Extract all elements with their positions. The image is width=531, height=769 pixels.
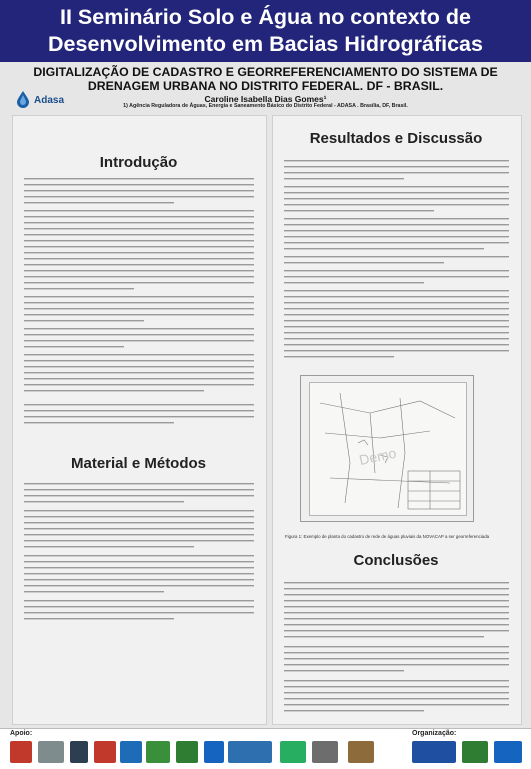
organizer-logo bbox=[462, 741, 488, 763]
sponsor-logo bbox=[10, 741, 32, 763]
sponsor-logo bbox=[228, 741, 272, 763]
section-results-heading: Resultados e Discussão bbox=[309, 130, 483, 147]
figure-caption: Figura 1: Exemplo de planta do cadastro de rede de águas pluviais da NOVACAP a ser georreferenciada bbox=[285, 534, 490, 539]
sponsor-logo bbox=[120, 741, 142, 763]
svg-text:Demo: Demo bbox=[357, 444, 398, 469]
author: Caroline Isabella Dias Gomes¹ bbox=[204, 94, 327, 104]
title-line-1: DIGITALIZAÇÃO DE CADASTRO E GEORREFERENCIAMENTO DO SISTEMA DE bbox=[33, 65, 498, 79]
affiliation: 1) Agência Reguladora de Águas, Energia e Saneamento Básico do Distrito Federal - ADASA . Brasília, DF, Brasil. bbox=[123, 103, 408, 109]
sponsor-logo bbox=[348, 741, 374, 763]
cadastral-plan-figure bbox=[300, 375, 474, 522]
sponsor-logo bbox=[70, 741, 88, 763]
section-intro-heading: Introdução bbox=[99, 154, 178, 171]
organizer-logo bbox=[494, 741, 522, 763]
plan-sheet bbox=[309, 382, 467, 516]
sponsor-logo bbox=[176, 741, 198, 763]
sponsor-logo bbox=[204, 741, 224, 763]
banner-line-2: Desenvolvimento em Bacias Hidrográficas bbox=[48, 32, 483, 56]
logo-text: Adasa bbox=[34, 95, 65, 106]
sponsor-logo bbox=[94, 741, 116, 763]
sponsor-logo bbox=[312, 741, 338, 763]
footer bbox=[0, 728, 531, 769]
title-line-2: DRENAGEM URBANA NO DISTRITO FEDERAL. DF - BRASIL. bbox=[87, 79, 444, 93]
plan-drawing bbox=[310, 383, 466, 515]
organizacao-label: Organização: bbox=[412, 730, 457, 737]
section-methods-heading: Material e Métodos bbox=[70, 455, 207, 472]
organizer-logo bbox=[412, 741, 456, 763]
sponsor-logo bbox=[146, 741, 170, 763]
banner-line-1: II Seminário Solo e Água no contexto de bbox=[60, 5, 471, 29]
sponsor-logo bbox=[280, 741, 306, 763]
section-conclusions-heading: Conclusões bbox=[353, 552, 439, 569]
sponsor-logo bbox=[38, 741, 64, 763]
apoio-label: Apoio: bbox=[10, 730, 33, 737]
